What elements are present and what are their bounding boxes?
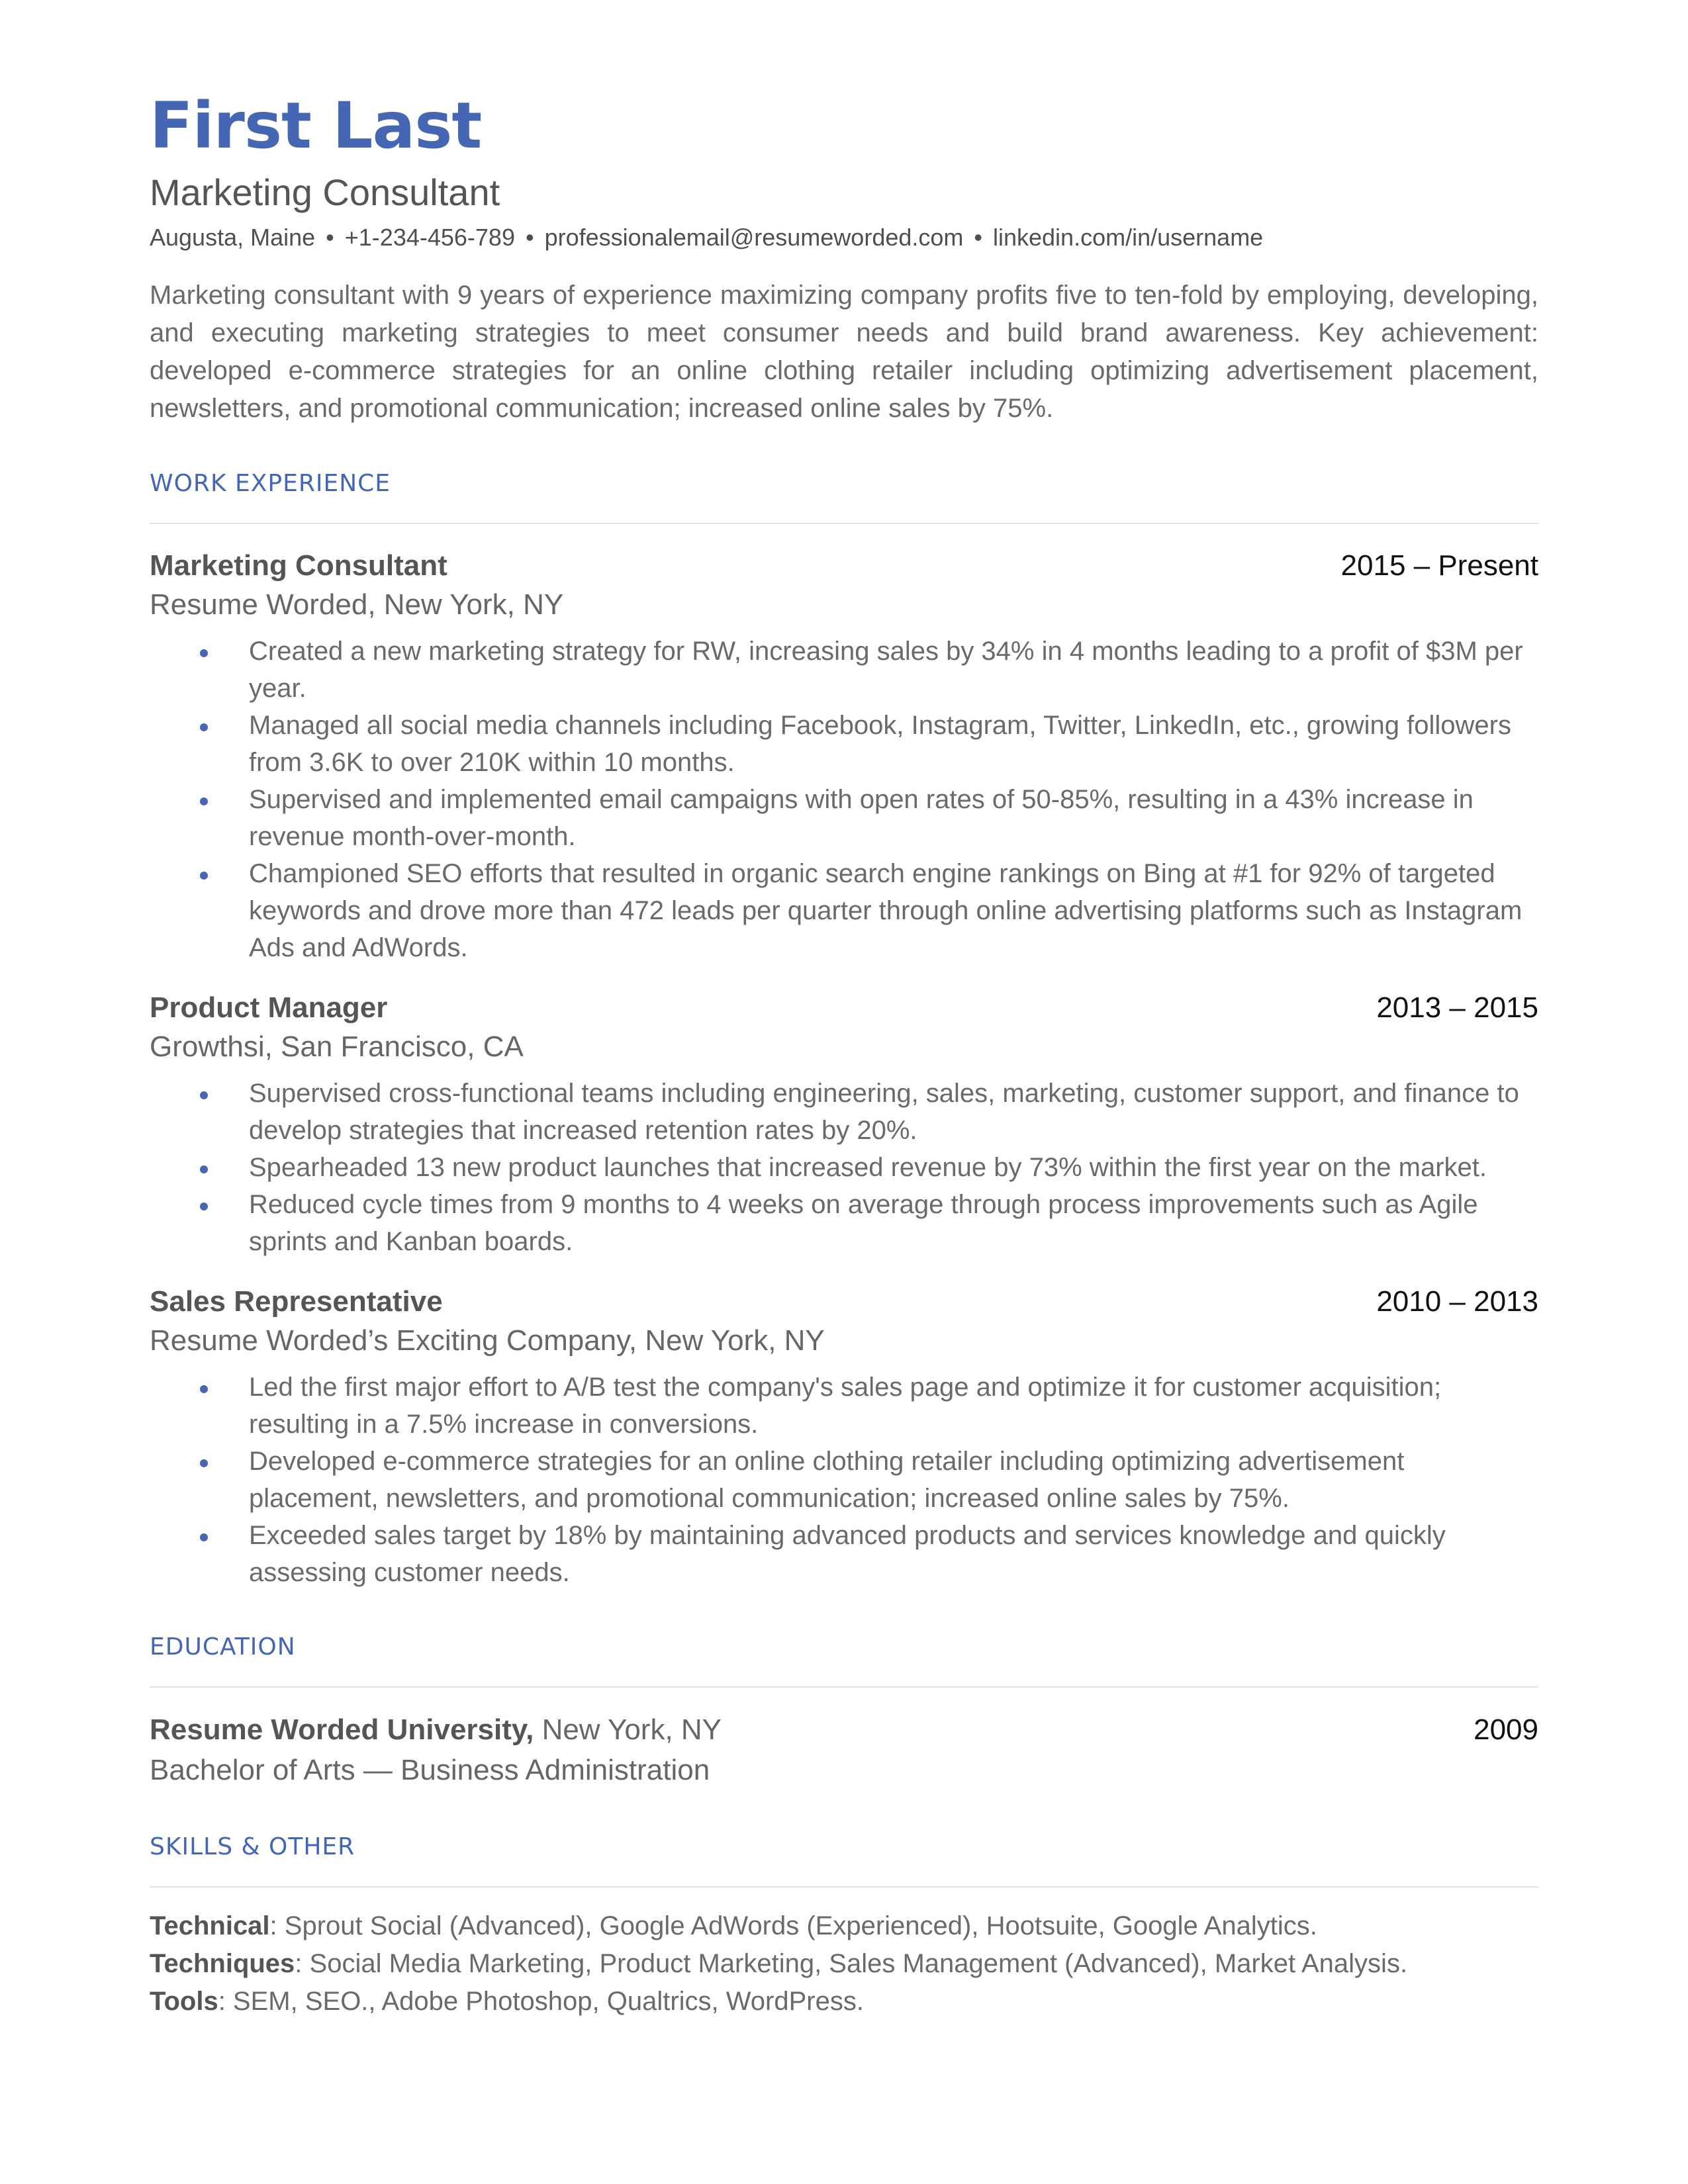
job-header (150, 989, 1538, 1027)
job-header (150, 547, 1538, 585)
education-year: 2009 (1474, 1713, 1538, 1746)
summary-paragraph: Marketing consultant with 9 years of experience maximizing company profits five to ten-fold by employing, developing, and executing marketing strategies to meet consumer needs and build brand awareness. Key achievement: developed e-commerce strategies for an online clothing retailer including optimizing advertisement placement, newsletters, and promotional communication; increased online sales by 75%. (150, 281, 1538, 423)
skill-line-technical (150, 1907, 1538, 1945)
skill-value: : Sprout Social (Advanced), Google AdWords (Experienced), Hootsuite, Google Analytics. (269, 1911, 1317, 1940)
contact-separator: • (326, 224, 334, 251)
bullet-item (150, 1369, 1538, 1443)
education-degree: Bachelor of Arts — Business Administration (150, 1754, 710, 1786)
bullet-dot-icon (200, 1533, 208, 1541)
job-title: Product Manager (150, 991, 388, 1024)
bullet-item (150, 781, 1538, 855)
education-header (150, 1710, 1538, 1750)
job-title: Sales Representative (150, 1285, 443, 1318)
job-entry (150, 989, 1538, 1260)
job-company: Resume Worded, New York, NY (150, 588, 564, 621)
job-company: Resume Worded’s Exciting Company, New York, NY (150, 1324, 825, 1357)
contact-email: professionalemail@resumeworded.com (544, 224, 964, 251)
skill-label: Technical (150, 1911, 270, 1940)
education-entry (150, 1710, 1538, 1791)
bullet-dot-icon (200, 723, 208, 731)
resume-page (150, 86, 1538, 2021)
bullet-item (150, 1186, 1538, 1260)
education-school: Resume Worded University, (150, 1713, 534, 1746)
bullet-text: Exceeded sales target by 18% by maintaining advanced products and services knowledge and quickly assessing customer needs. (249, 1521, 1446, 1587)
bullet-text: Developed e-commerce strategies for an online clothing retailer including optimizing advertisement placement, newsletters, and promotional communication; increased online sales by 75%. (249, 1447, 1405, 1513)
skill-label: Tools (150, 1987, 218, 2016)
contact-separator: • (525, 224, 534, 251)
bullet-item (150, 1149, 1538, 1186)
bullet-dot-icon (200, 1385, 208, 1393)
contact-line (150, 221, 1538, 254)
bullet-item (150, 855, 1538, 966)
bullet-text: Supervised cross-functional teams including engineering, sales, marketing, customer support, and finance to develop strategies that increased retention rates by 20%. (249, 1079, 1519, 1145)
section-divider (150, 1886, 1538, 1888)
section-divider (150, 523, 1538, 524)
bullet-dot-icon (200, 797, 208, 805)
job-title: Marketing Consultant (150, 549, 447, 582)
bullet-dot-icon (200, 872, 208, 880)
bullet-text: Led the first major effort to A/B test the company's sales page and optimize it for customer acquisition; resulting in a 7.5% increase in conversions. (249, 1373, 1442, 1439)
skill-value: : Social Media Marketing, Product Marketing, Sales Management (Advanced), Market Analysis. (295, 1949, 1408, 1978)
skill-label: Techniques (150, 1949, 295, 1978)
bullet-dot-icon (200, 1459, 208, 1467)
bullet-item (150, 1517, 1538, 1591)
bullet-text: Supervised and implemented email campaigns with open rates of 50-85%, resulting in a 43% increase in revenue month-over-month. (249, 785, 1474, 851)
section-divider (150, 1686, 1538, 1688)
skill-value: : SEM, SEO., Adobe Photoshop, Qualtrics, WordPress. (218, 1987, 864, 2016)
bullet-text: Championed SEO efforts that resulted in organic search engine rankings on Bing at #1 for 92% of targeted keywords and drove more than 472 leads per quarter through online advertising platforms such as Instagram Ads and AdWords. (249, 859, 1523, 962)
contact-location: Augusta, Maine (150, 224, 316, 251)
bullet-item (150, 707, 1538, 781)
section-title-education: EDUCATION (150, 1633, 296, 1661)
education-school-line (150, 1710, 722, 1750)
job-bullets (150, 1369, 1538, 1591)
candidate-name: First Last (150, 89, 482, 163)
skills-list (150, 1907, 1538, 2021)
job-bullets (150, 1075, 1538, 1260)
education-location: New York, NY (541, 1713, 722, 1746)
job-header (150, 1283, 1538, 1321)
job-entry (150, 1283, 1538, 1591)
bullet-item (150, 633, 1538, 707)
bullet-item (150, 1443, 1538, 1517)
contact-phone: +1-234-456-789 (344, 224, 515, 251)
job-dates: 2010 – 2013 (1376, 1285, 1538, 1318)
contact-separator: • (974, 224, 982, 251)
job-entry (150, 547, 1538, 966)
bullet-item (150, 1075, 1538, 1149)
bullet-text: Spearheaded 13 new product launches that increased revenue by 73% within the first year on the market. (249, 1153, 1487, 1182)
bullet-text: Managed all social media channels including Facebook, Instagram, Twitter, LinkedIn, etc., growing followers from 3.6K to over 210K within 10 months. (249, 711, 1511, 777)
skill-line-tools (150, 1983, 1538, 2021)
bullet-text: Reduced cycle times from 9 months to 4 weeks on average through process improvements such as Agile sprints and Kanban boards. (249, 1190, 1478, 1256)
bullet-dot-icon (200, 1165, 208, 1173)
contact-linkedin: linkedin.com/in/username (993, 224, 1264, 251)
job-dates: 2015 – Present (1340, 549, 1538, 582)
skill-line-techniques (150, 1945, 1538, 1983)
job-bullets (150, 633, 1538, 966)
candidate-title: Marketing Consultant (150, 171, 500, 213)
section-title-skills: SKILLS & OTHER (150, 1833, 355, 1860)
bullet-dot-icon (200, 1091, 208, 1099)
bullet-dot-icon (200, 1203, 208, 1210)
bullet-dot-icon (200, 649, 208, 657)
bullet-text: Created a new marketing strategy for RW, increasing sales by 34% in 4 months leading to a profit of $3M per year. (249, 637, 1523, 703)
job-company: Growthsi, San Francisco, CA (150, 1030, 524, 1063)
job-dates: 2013 – 2015 (1376, 991, 1538, 1024)
section-title-work: WORK EXPERIENCE (150, 470, 391, 497)
